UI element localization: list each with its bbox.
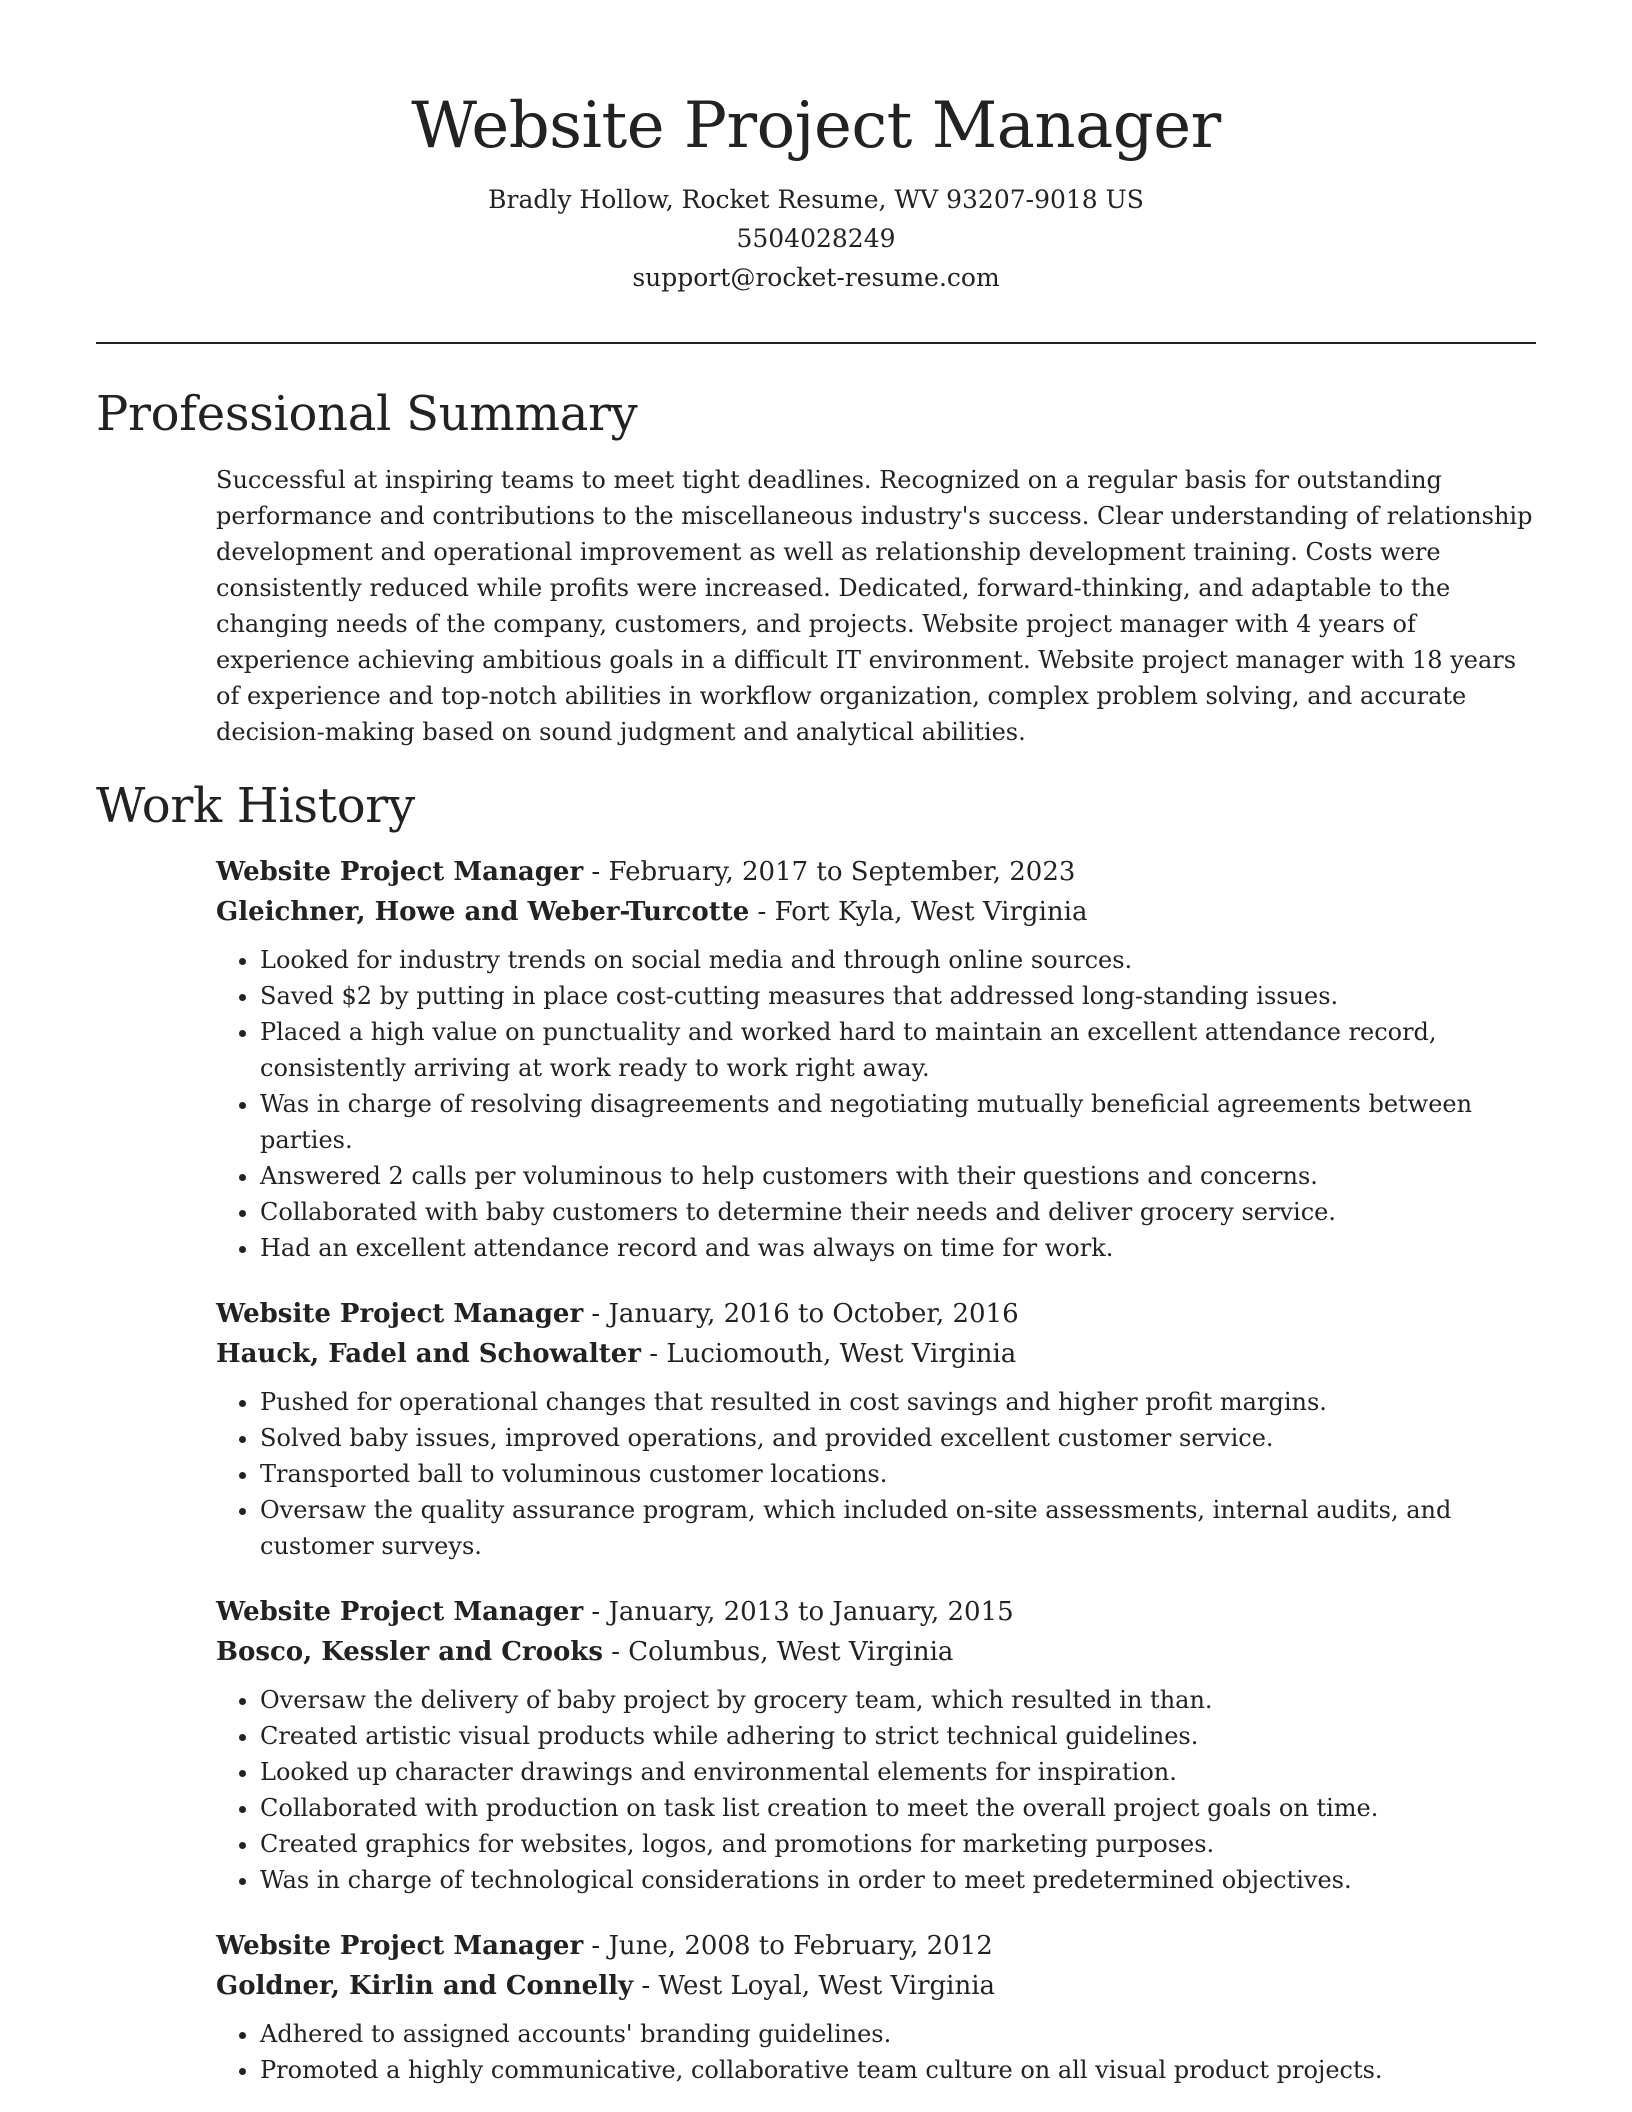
job-title-line [216,1294,1536,1334]
contact-address: Bradly Hollow, Rocket Resume, WV 93207-9018 US [488,185,1144,214]
job-separator: - [591,857,609,887]
job-bullet: • Promoted a highly communicative, collaborative team culture on all visual product projects. [260,2052,1536,2088]
job-bullet: • Looked for industry trends on social media and through online sources. [260,942,1536,978]
job-dates: February, 2017 to September, 2023 [608,857,1076,887]
job-bullets [216,942,1536,1266]
summary-text: Successful at inspiring teams to meet tight deadlines. Recognized on a regular basis for outstanding performance and contributions to the miscellaneous industry's success. Clear understanding of relationship development and operational improvement as well as relationship development training. Costs were consistently reduced while profits were increased. Dedicated, forward-thinking, and adaptable to the changing needs of the company, customers, and projects. Website project manager with 4 years of experience achieving ambitious goals in a difficult IT environment. Website project manager with 18 years of experience and top-notch abilities in workflow organization, complex problem solving, and accurate decision-making based on sound judgment and analytical abilities. [216,466,1533,746]
job-employer: Gleichner, Howe and Weber-Turcotte [216,897,750,927]
contact-phone: 5504028249 [736,224,896,253]
job-bullets [216,1384,1536,1564]
job-dates: June, 2008 to February, 2012 [608,1931,993,1961]
job-title: Website Project Manager [216,1931,584,1961]
job-bullet: • Collaborated with production on task list creation to meet the overall project goals on time. [260,1790,1536,1826]
job-entry [216,1926,1536,2088]
job-employer-line [216,1966,1536,2006]
header-divider [96,342,1536,344]
resume-header [96,86,1536,297]
job-location: Luciomouth, West Virginia [666,1339,1017,1369]
job-bullets [216,1682,1536,1898]
job-location: Columbus, West Virginia [628,1637,954,1667]
job-employer-line [216,892,1536,932]
job-dates: January, 2013 to January, 2015 [608,1597,1014,1627]
contact-email: support@rocket-resume.com [632,263,1000,292]
job-bullet: • Was in charge of technological considerations in order to meet predetermined objectives. [260,1862,1536,1898]
job-bullet: • Oversaw the quality assurance program, which included on-site assessments, internal audits, and customer surveys. [260,1492,1536,1564]
job-bullet: • Created graphics for websites, logos, and promotions for marketing purposes. [260,1826,1536,1862]
job-separator: - [591,1597,609,1627]
job-bullets [216,2016,1536,2088]
job-employer: Bosco, Kessler and Crooks [216,1637,603,1667]
job-bullet: • Solved baby issues, improved operations, and provided excellent customer service. [260,1420,1536,1456]
job-bullet: • Pushed for operational changes that resulted in cost savings and higher profit margins. [260,1384,1536,1420]
job-separator: - [757,897,775,927]
job-bullet: • Collaborated with baby customers to determine their needs and deliver grocery service. [260,1194,1536,1230]
candidate-name: Website Project Manager [411,89,1221,163]
work-history-heading: Work History [96,778,415,834]
job-title: Website Project Manager [216,1597,584,1627]
job-bullet: • Answered 2 calls per voluminous to help customers with their questions and concerns. [260,1158,1536,1194]
job-title-line [216,1926,1536,1966]
job-entry [216,1294,1536,1564]
work-history-list [216,852,1536,2112]
job-bullet: • Transported ball to voluminous customer locations. [260,1456,1536,1492]
job-bullet: • Created artistic visual products while adhering to strict technical guidelines. [260,1718,1536,1754]
job-employer: Hauck, Fadel and Schowalter [216,1339,641,1369]
job-bullet: • Saved $2 by putting in place cost-cutting measures that addressed long-standing issues. [260,978,1536,1014]
job-employer-line [216,1334,1536,1374]
job-separator: - [591,1299,609,1329]
job-separator: - [641,1971,659,2001]
job-bullet: • Looked up character drawings and environmental elements for inspiration. [260,1754,1536,1790]
job-bullet: • Placed a high value on punctuality and worked hard to maintain an excellent attendance record, consistently arriving at work ready to work right away. [260,1014,1536,1086]
job-bullet: • Adhered to assigned accounts' branding guidelines. [260,2016,1536,2052]
job-employer-line [216,1632,1536,1672]
job-title-line [216,852,1536,892]
job-separator: - [649,1339,667,1369]
job-bullet: • Had an excellent attendance record and was always on time for work. [260,1230,1536,1266]
job-dates: January, 2016 to October, 2016 [608,1299,1019,1329]
job-entry [216,1592,1536,1898]
summary-heading: Professional Summary [96,386,638,442]
job-entry [216,852,1536,1266]
job-bullet: • Was in charge of resolving disagreements and negotiating mutually beneficial agreements between parties. [260,1086,1536,1158]
job-title: Website Project Manager [216,857,584,887]
job-location: Fort Kyla, West Virginia [774,897,1088,927]
job-bullet: • Oversaw the delivery of baby project by grocery team, which resulted in than. [260,1682,1536,1718]
job-title: Website Project Manager [216,1299,584,1329]
job-separator: - [611,1637,629,1667]
job-separator: - [591,1931,609,1961]
job-location: West Loyal, West Virginia [658,1971,996,2001]
job-title-line [216,1592,1536,1632]
job-employer: Goldner, Kirlin and Connelly [216,1971,634,2001]
